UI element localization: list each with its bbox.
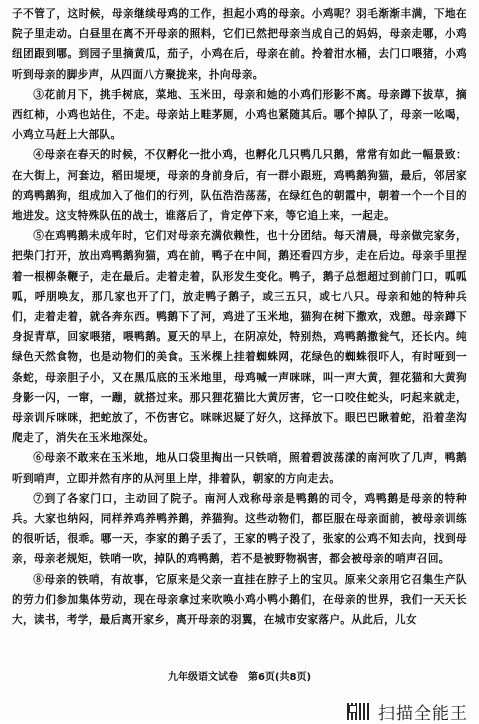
page-footer: 九年级语文试卷 第6页(共8页)	[167, 672, 312, 683]
paragraph-continuation: 子不管了，这时候，母亲继续母鸡的工作，担起小鸡的母亲。小鸡呢？羽毛渐渐丰满，下地在院子里走动。白昼里在离不开母亲的照料，它们已然把母亲当成自己的妈妈，母亲走哪，小鸡纽团跟到哪。到园子里摘黄瓜，茄子，小鸡在后，母亲在前。拎着泔水桶，去门口喂猪，小鸡听到母亲的脚步声，从四面八方聚拢来，扑向母亲。	[12, 8, 467, 81]
paragraph-5: ⑤在鸡鸭鹅未成年时，它们对母亲充满依赖性，也十分团结。每天清晨，母亲做完家务，把柴门打开，放出鸡鸭鹅狗猫，鸡在前，鸭子在中间，鹅还看四方步，走在后边。母亲手里捏着一根柳条鞭子，走在最后。走着走着，队形发生变化。鸭子，鹅子总想超过到前门口，呱呱呱，呼朋唤友，那几家也开了门，放走鸭子鹅子，或三五只，或七八只。母亲和她的特种兵们，走着走着，就各奔东西。鸭鹅下了河，鸡进了玉米地，猫狗在树下撒欢，戏憩。母亲蹲下身捉青草，回家喂猪，喂鸭鹅。夏天的早上，在阴凉处，特别热，鸡鸭鹅撒瓮气，还长内。纯绿色天然食物，也是动物们的美食。玉米棵上挂着蜘蛛网，花绿色的蜘蛛很吓人，有时哑到一条蛇，母亲胆子小，又在黑瓜底的玉米地里，母鸡喊一声咪咪，叫一声大黄，狸花猫和大黄狗身影一闪，一窜，一蹦，就搭过来。那只狸花猫比大黄厉害，它一口咬住蛇头，叼起来就走，母亲训斥咪咪，把蛇放了，不伤害它。咪咪迟疑了好久，这择放下。眼巴巴瞅着蛇，沿着垄沟爬走了，消失在玉米地深处。	[12, 230, 467, 445]
text-body	[12, 4, 467, 630]
scanner-watermark: 扫描全能王	[378, 704, 468, 724]
paragraph-7: ⑦到了各家门口，主动回了院子。南河人戏称母亲是鸭鹅的司令，鸡鸭鹅是母亲的特种兵。大家也纳闷，同样养鸡养鸭养鹅，养猫狗。这些动物们，都臣服在母亲面前，被母亲训练的很听话，很乖。哪一天，李家的鹅子丢了，王家的鸭子没了，张家的公鸡不知去向，找到母亲，母亲老规矩，铁哨一吹，掉队的鸡鸭鹅，若不是被野物祸害，都会被母亲的哨声召回。	[12, 492, 467, 566]
paragraph-4: ④母亲在春天的时候，不仅孵化一批小鸡，也孵化几只鸭几只鹅，常常有如此一幅景致：在大街上，河套边，稻田堤埂，母亲的身前身后，有一群小跟班，鸡鸭鹅狗猫，最后，邻居家的鸡鸭鹅狗，组成加入了他们的行列，队伍浩浩荡荡，在绿红色的朝霞中，朝着一个一个目的地进发。这支特殊队伍的战士，谁落后了，肯定停下来，等它追上来，一起走。	[12, 149, 467, 223]
paragraph-6: ⑥母亲不敢来在玉米地，地从口袋里掏出一只铁哨，照着碧波荡漾的南河吹了几声，鸭鹅听到哨声，立即并然有序的从河里上岸，排着队，朝家的方向走去。	[12, 452, 467, 485]
paragraph-8: ⑧母亲的铁哨，有故事，它原来是父亲一直挂在脖子上的宝贝。原来父亲用它召集生产队的劳力们参加集体劳动，现在母亲拿过来吹唤小鸡小鸭小鹅们，在母亲的世界，我们一天天长大，读书，考学，最后离开家乡，离开母亲的羽翼，在城市安家落户。从此后，儿女	[12, 573, 467, 627]
qr-code-icon	[347, 703, 369, 720]
paragraph-3: ③花前月下，挑手树底，菜地、玉米田，母亲和她的小鸡们形影不离。母亲蹲下拔草，摘西红柿，小鸡也站住，不走。母亲站上畦茅厕，小鸡也紧随其后。哪个掉队了，母亲一吆喝，小鸡立马赶上大部队。	[12, 88, 467, 142]
